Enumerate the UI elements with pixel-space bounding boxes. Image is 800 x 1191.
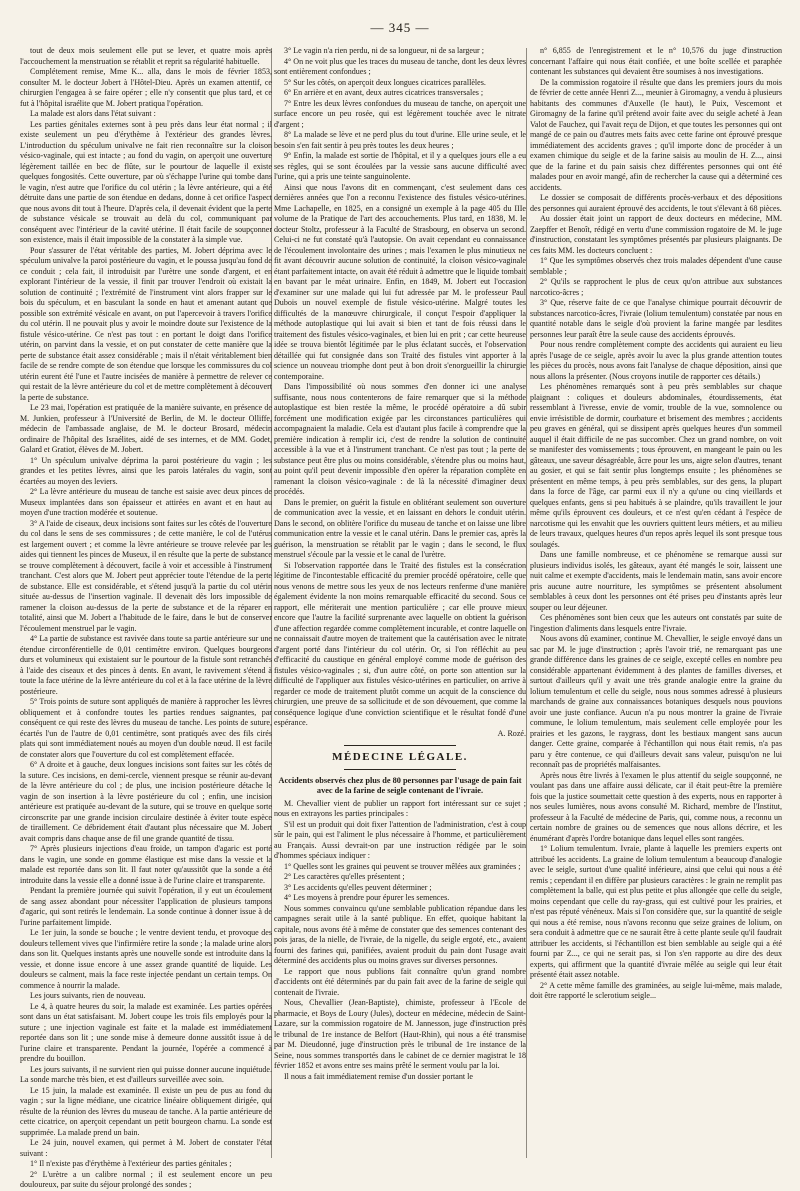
paragraph: Les parties génitales externes sont à peu près dans leur état normal ; il existe seulement un peu d'érythème à l'extérieur des grandes lèvres. L'introduction du spéculum univalve ne fait rien reconnaître sur la cloison vésico-vaginale, qui est intacte ; au fond du vagin, on aperçoit une ouverture légèrement taillée en bec de flûte, sur le pourtour de laquelle il existe quelques fongosités. Cette ouverture, par où s'échappe l'urine qui tombe dans le vagin, n'est autre que l'orifice du col utérin ; la lèvre antérieure, qui a été détruite dans une partie de son étendue en dedans, donne à cet orifice l'aspect que nous avons dit tout à l'heure. D'après cela, il devenait évident que la perte de substance vésicale se trouvait au delà du col, communiquant par conséquent avec l'intérieur de la cavité utérine. Il était facile de soupçonner son existence, mais il était impossible de la constater à la simple vue. [20,119,272,244]
article-subtitle: Accidents observés chez plus de 80 personnes par l'usage de pain fait avec de la farine de seigle contenant de l'ivraie. [278,775,522,795]
paragraph: Si l'observation rapportée dans le Traité des fistules est la consécration légitime de l'incontestable efficacité du premier procédé opératoire, celle que nous venons de mettre sous les yeux de nos lecteurs renferme d'une manière également évidente la non moins remarquable efficacité du second. Sous ce rapport, elle mériterait une mention particulière ; car elle prouve mieux encore que l'autre la facilité surprenante avec laquelle on obtient la guérison d'une affection regardée comme complètement incurable, et contre laquelle on ne connaissait d'autre moyen de traitement que la cautérisation avec le nitrate d'argent porté dans l'intérieur du col utérin. Or, si l'on réfléchit au peu d'efficacité du caustique en général employé comme mode de guérison des fistules vésico-vaginales ; si, d'un autre côté, on porte son attention sur la difficulté de l'appliquer aux fistules vésico-utérines en particulier, on arrive à regarder ce mode de traitement plutôt comme un acquit de la conscience du chirurgien, une preuve de sa sollicitude et de son dévouement, que comme la conséquence logique d'une conviction scientifique et le résultat fondé d'une espérance. [274,560,526,727]
paragraph: 1° Quelles sont les graines qui peuvent se trouver mêlées aux graminées ; [284,861,521,871]
section-divider [344,745,456,746]
paragraph: Nous, Chevallier (Jean-Baptiste), chimiste, professeur à l'Ecole de pharmacie, et Boys de Loury (Jules), docteur en médecine, médecin de Saint-Lazare, sur la commission rogatoire de M. Jannesson, juge d'instruction près le tribunal de 1re instance de Belfort (Haut-Rhin), qui nous a été transmise par M. Dieudonné, juge d'instruction près le tribunal de 1re instance de la Seine, nous sommes transportés dans le cabinet de ce dernier magistrat le 18 février 1852 et avons entre ses mains prêté le serment voulu par la loi. [274,998,526,1070]
paragraph: La malade est alors dans l'état suivant : [30,109,156,118]
paragraph: 9° Enfin, la malade est sortie de l'hôpital, et il y a quelques jours elle a eu ses règles, qui se sont écoulées par la vessie sans aucune difficulté avec l'urine, qui a pris une teinte sanguinolente. [274,151,526,181]
paragraph: 1° Lolium temulentum. Ivraie, plante à laquelle les premiers experts ont attribué les accidents. La graine de lolium temulentum a beaucoup d'analogie avec le seigle, surtout d'une qualité inférieure, ainsi que celui qui nous a été remis ; cependant il en diffère par plusieurs caractères : le grain ne remplit pas complètement la balle, qui est plus petite et plus allongée que celle du seigle, moins cependant que celle du ray-grass, qui est cultivé pour les prairies, et n'est pas réputé vénéneux. Mais si l'on considère que, sur la quantité de seigle qui nous a été remise, nous n'avons reconnu que seize graines de lolium, on sera conduit à admettre que ce ne saurait être à cette plante seule qu'il faudrait attribuer les accidents, si l'échantillon est bien semblable au seigle qui a été fourni par Z..., ce qui ne serait pas, si l'on s'en rapporte au dire des deux experts, qui affirment que la quantité d'ivraie mêlée au seigle qui leur était présenté était assez notable. [530,844,782,979]
article-continued [274,46,526,729]
paragraph: 2° Qu'ils se rapprochent le plus de ceux qu'on attribue aux substances narcotico-âcres ; [530,277,782,297]
paragraph: De la commission rogatoire il résulte que dans les premiers jours du mois de février de cette année Henri Z..., meunier à Giromagny, a vendu à plusieurs habitants des communes d'Auxelle (le haut), le Puix, Vescemont et Giromagny de la farine qu'il prétend avoir faite avec du seigle acheté à Jean Valot de Fauchez, qui l'avait reçu de Dijon, et que toutes les personnes qui ont mangé de ce pain ou d'autres mets faits avec cette farine ont éprouvé presque immédiatement des accidents graves ; qu'il importe donc de procéder à un examen chimique du seigle et de la farine saisis au moulin de H. Z..., ainsi que de la farine et du pain saisis chez différentes personnes qui ont été malades pour en avoir mangé, afin de rechercher la cause qui a déterminé ces accidents. [530,77,782,192]
paragraph: Dans le premier, on guérit la fistule en oblitérant seulement son ouverture de communication avec la vessie, et en laissant en dehors le conduit utérin. Dans le second, on oblitère l'orifice du museau de tanche et on laisse une libre communication entre la vessie et le canal utérin. Dans le premier cas, après la guérison, la menstruation se rétablit par le vagin ; dans le second, le flux menstruel s'écoule par la vessie et le canal de l'urètre. [274,497,526,559]
paragraph: Ces phénomènes sont bien ceux que les auteurs ont constatés par suite de l'ingestion d'aliments dans lesquels entre l'ivraie. [530,613,782,633]
paragraph: 1° Que les symptômes observés chez trois malades dépendent d'une cause semblable ; [530,256,782,276]
paragraph: 4° On ne voit plus que les traces du museau de tanche, dont les deux lèvres sont entièrement confondues ; [274,56,526,76]
paragraph: 5° Trois points de suture sont appliqués de manière à rapprocher les lèvres obliquement et à confondre toutes les parties rendues saignantes, par conséquent ce qui reste des lèvres du museau de tanche. Les points de suture, écartés l'un de l'autre de 0,01 centimètre, sont pratiqués avec des fils cirés plats qui sont immédiatement noués au moyen d'un double nœud. Il est facile de constater alors que l'ouverture du col est complètement effacée. [20,697,272,759]
paragraph: 3° Que, réserve faite de ce que l'analyse chimique pourrait découvrir de substances narcotico-âcres, l'ivraie (lolium temulentum) constatée par nous en quantité notable dans le seigle d'où provient la farine mangée par lesdites personnes leur paraît être la seule cause des accidents éprouvés. [530,298,782,339]
page-number: — 345 — [370,20,430,35]
section-title: MÉDECINE LÉGALE. [332,751,468,763]
paragraph: Le 23 mai, l'opération est pratiquée de la manière suivante, en présence de M. Junkien, professeur à l'Université de Berlin, de M. le docteur Olliffe, médecin de l'ambassade anglaise, de M. le docteur Brosard, médecin ordinaire de l'hôpital des Israélites, aidé de ses internes, et de MM. Godet, Galard et Gratiot, élèves de M. Jobert. [20,403,272,454]
paragraph: 1° Il n'existe pas d'érythème à l'extérieur des parties génitales ; [30,1159,232,1168]
paragraph: 5° Sur les côtés, on aperçoit deux longues cicatrices parallèles. [284,77,486,87]
paragraph: Il nous a fait immédiatement remise d'un dossier portant le [284,1071,473,1081]
paragraph: 4° Les moyens à prendre pour épurer les semences. [284,893,450,902]
paragraph: Ainsi que nous l'avons dit en commençant, c'est seulement dans ces dernières années que l'on a reconnu l'existence des fistules vésico-utérines. Mme Lachapelle, en 1825, en a consigné un exemple à la page 405 du IIIe volume de la Pratique de l'art des accouchements. Plus tard, en 1838, M. le docteur Stoltz, professeur à la Faculté de Strasbourg, en observa un second. Celui-ci ne fut constaté qu'à l'autopsie. On avait cependant eu connaissance de l'écoulement involontaire des urines ; mais l'examen le plus minutieux ne fit avant découvrir aucune solution de continuité, la cloison vésico-vaginale étant parfaitement intacte, on avait été réduit à admettre que le liquide tombait en bavant par le méat urinaire. Enfin, en 1849, M. Jobert eut l'occasion d'examiner sur une malade qui lui fut adressée par M. le professeur Paul Dubois un nouvel exemple de fistule vésico-utérine. Malgré toutes les difficultés de la manœuvre chirurgicale, il conçut l'espoir d'appliquer la méthode autoplastique qui lui avait si bien et tant de fois réussi dans le traitement des fistules vésico-vaginales, et bien lui en prit ; car cette heureuse idée se trouva bientôt légitimée par le plus éclatant succès, et l'observation détaillée qui fut consignée dans son Traité des fistules vint apporter à la science un nouveau triomphe dont peut à bon droit s'enorgueillir la chirurgie contemporaine. [274,182,526,381]
paragraph: 2° Les caractères qu'elles présentent ; [284,872,405,881]
paragraph: Les jours suivants, rien de nouveau. [30,991,146,1000]
author-signature: A. Rozé. [497,728,526,738]
paragraph: 3° Le vagin n'a rien perdu, ni de sa longueur, ni de sa largeur ; [284,46,484,55]
paragraph: Le dossier se composait de différents procès-verbaux et des dépositions des personnes qui auraient éprouvé des accidents, le tout s'élevant à 68 pièces. [530,193,782,213]
paragraph: Le 15 juin, la malade est examinée. Il existe un peu de pus au fond du vagin ; sur la ligne médiane, une cicatrice linéaire obliquement dirigée, qui résulte de la réunion des lèvres du museau de tanche. A la partie antérieure de cette cicatrice, on aperçoit cependant un petit bourgeon charnu. La sonde est supprimée. La malade prend un bain. [20,1085,272,1137]
paragraph: Après nous être livrés à l'examen le plus attentif du seigle soupçonné, ne voulant pas dans une affaire aussi délicate, car il était peut-être la première fois que la justice soumettait cette question à des experts, nous en rapporter à nos seules lumières, nous avons consulté M. Richard, membre de l'Institut, professeur à la Faculté de médecine de Paris, qui, comme nous, a reconnu un certain nombre de graines ou de semences que nous allons décrire, et les énumérant d'après l'ordre botanique dans lequel elles sont rangées. [530,770,782,843]
paragraph: Complétement remise, Mme K... alla, dans le mois de février 1853, consulter M. le docteur Jobert à l'Hôtel-Dieu. Après un examen attentif, ce chirurgien l'engagea à se faire opérer ; elle n'y consentit que plus tard, et ce fut à l'hôpital israélite que M. Jobert pratiqua l'opération. [20,67,272,108]
paragraph: 3° A l'aide de ciseaux, deux incisions sont faites sur les côtés de l'ouverture du col dans le sens de ses commissures ; de cette manière, le col de l'utérus est largement ouvert ; et comme la lèvre antérieure se trouve relevée par les aides qui tiennent les pinces de Museux, il en résulte que la perte de substance se trouve complètement à découvert, facile à voir et accessible à l'instrument tranchant. C'est alors que M. Jobert peut apprécier toute l'étendue de la perte de substance. Elle est considérable, et s'étend jusqu'à la partie du col utérin située au-dessus de l'insertion vaginale. Il devenait dès lors impossible de ramener la cloison au-dessus de la perte de substance et de la réparer en totalité, ainsi que M. Jobert a l'habitude de le faire, dans le but de conserver l'écoulement menstruel par le vagin. [20,518,272,633]
paragraph: Pour nous rendre complètement compte des accidents qui auraient eu lieu après l'usage de ce seigle, après avoir lu avec la plus grande attention toutes les pièces du procès, nous avons fait l'analyse de chaque déposition, ainsi que nous allons la présenter. (Nous croyons inutile de rapporter ces détails.) [530,340,782,381]
paragraph: Pendant la première journée qui suivit l'opération, il y eut un écoulement de sang assez abondant pour nécessiter l'application de plusieurs tampons d'agaric, qui sont retirés le lendemain. La sonde continue à donner issue à de l'urine parfaitement limpide. [20,886,272,927]
paragraph: S'il est un produit qui doit fixer l'attention de l'administration, c'est à coup sûr le pain, qui est l'aliment le plus nécessaire à l'homme, et particulièrement au Français. Aussi devrait-on par une instruction rédigée par le soin d'hommes spéciaux indiquer : [274,819,526,860]
section-divider [344,769,456,770]
paragraph: Le 4, à quatre heures du soir, la malade est examinée. Les parties opérées sont dans un état satisfaisant. M. Jobert coupe les trois fils employés pour la suture ; une injection vaginale est faite et la malade est immédiatement reportée dans son lit ; une sonde mise à demeure donne aussitôt issue à de l'urine claire et transparente. Pendant la journée, l'opérée a commencé à prendre du bouillon. [20,1001,272,1063]
paragraph: 6° En arrière et en avant, deux autres cicatrices transversales ; [284,88,484,97]
paragraph: Dans l'impossibilité où nous sommes d'en donner ici une analyse suffisante, nous nous contenterons de faire remarquer que si la méthode autoplastique est bien restée la même, le procédé opératoire a dû subir forcément une modification exigée par les circonstances particulières qui accompagnaient la maladie. Cela est d'autant plus facile à comprendre que la première indication à remplir ici, c'est de rendre la solution de continuité accessible à la vue et à l'instrument tranchant. Ce n'est pas tout ; la perte de substance peut être plus ou moins considérable, s'étendre plus ou moins haut, au point qu'il peut devenir impossible d'en opérer la réparation complète en ramenant la cloison vésico-vaginale : de là la nécessité d'imaginer deux procédés. [274,382,526,496]
paragraph: 3° Les accidents qu'elles peuvent déterminer ; [284,882,432,892]
paragraph: M. Chevallier vient de publier un rapport fort intéressant sur ce sujet ; nous en extrayons les parties principales : [274,798,526,818]
column-middle [274,46,526,1168]
paragraph: Nous avons dû examiner, continue M. Chevallier, le seigle envoyé dans un sac par M. le juge d'instruction ; après l'avoir trié, ne remarquant pas une grande différence dans les graines de ce seigle, excepté celles en nombre peu considérable appartenant évidemment à des plantes de familles diverses, et surtout d'ailleurs qu'il y avait une très grande analogie entre la graine du lolium temulentum et celle du seigle, nous nous sommes adressé à plusieurs marchands de graine aux connaissances botaniques desquels nous pouvions avoir une juste confiance. Aucun n'a pu nous montrer la graine de l'ivraie commune, le lolium temulentum, mais seulement celle employée pour les prairies et les gazons, le raygrass, dont les bestiaux mangent sans aucun danger. Cette graine, comparée à l'échantillon qui nous était remis, n'a pas paru y être contenue, ce qui d'ailleurs devait sans valeur, puisqu'on ne lui reconnaît pas de propriétés malfaisantes. [530,634,782,769]
paragraph: 4° La partie de substance est ravivée dans toute sa partie antérieure sur une étendue circonférentielle de 0,01 centimètre environ. Quelques bourgeons durs et volumineux qui existaient sur le pourtour de la fistule sont retranchés à l'aide des ciseaux et des pinces à dents. En avant, le ravivement s'étend à toute la face utérine de la lèvre antérieure du col et à la face utérine de la lèvre postérieure. [20,634,272,696]
paragraph: Le 24 juin, nouvel examen, qui permet à M. Jobert de constater l'état suivant : [20,1138,272,1158]
paragraph: Pour s'assurer de l'état véritable des parties, M. Jobert déprima avec le spéculum univalve la paroi postérieure du vagin, et le poussa jusqu'au fond de ce conduit ; cela fait, il introduisit par l'urètre une sonde d'argent, et en explorant l'intérieur de la vessie, il finit par trouver l'endroit où existait la solution de continuité ; l'extrémité de l'instrument vint alors frapper sur le bois du spéculum, et en basculant la sonde en haut et amenant autant que possible son extrémité vésicale en avant, on put l'apercevoir à travers l'orifice du col utérin. Il ne pouvait plus y avoir le moindre doute sur l'existence de la fistule vésico-utérine. Ce n'est pas tout : en portant le doigt dans l'orifice utérin, on parvint dans la vessie, et on put constater de cette manière que la perte de substance était assez considérable ; mais il n'était véritablement bien facile de se rendre compte de son étendue que lorsque les commissures du col utérin eurent été l'une et l'autre incisées de manière à permettre de relever ce qui restait de la lèvre antérieure du col et de mettre complètement à découvert la perte de substance. [20,245,272,402]
paragraph: 2° A cette même famille des graminées, au seigle lui-même, mais malade, doit être rapporté le sclerotium seigle... [530,980,782,1000]
paragraph: Les phénomènes remarqués sont à peu près semblables sur chaque plaignant : coliques et douleurs abdominales, étourdissements, état ressemblant à l'ivresse, envie de vomir, trouble de la vue, somnolence ou envie irrésistible de dormir, courbature et brisement des membres ; accidents peu graves en général, qui se dissipent après quelques heures d'un sommeil auquel il était difficile de ne pas succomber. Chez un grand nombre, on voit se manifester des vomissements ; tous éprouvent, en mangeant le pain ou les gâteaux, une saveur désagréable, âcre pour les uns, aigre selon d'autres, tenant au gosier, et qui se fait sentir plus longtemps ensuite ; les phénomènes se présentent en même temps, à peu près semblables, sur des gens, la plupart dans la force de l'âge, car parmi eux il n'y a qu'une ou cinq vieillards et quelques enfants, gens si peu habitués à se plaindre, qu'ils travaillent le jour même qu'ils éprouvent ces douleurs, et ce n'est qu'en cédant à l'espèce de narcotisme qui les envahit que les ouvriers quittent leurs métiers, et au milieu de leurs travaux, quelques heures d'un repos après lequel ils sont presque tous soulagés. [530,382,782,549]
paragraph: 1° Un spéculum univalve déprima la paroi postérieure du vagin ; les grandes et les petites lèvres, ainsi que les parois latérales du vagin, sont écartées au moyen des leviers. [20,455,272,486]
paragraph: tout de deux mois seulement elle put se lever, et quatre mois après l'accouchement la menstruation se rétablit et reprit sa régularité habituelle. [20,46,272,66]
article-body [274,799,526,1083]
paragraph: 6° A droite et à gauche, deux longues incisions sont faites sur les côtés de la suture. Ces incisions, en demi-cercle, viennent presque se réunir au-devant de la lèvre antérieure du col ; de plus, une incision postérieure détache le vagin de son insertion à la lèvre postérieure du col ; enfin, une incision antérieure est pratiquée au-devant de la suture, qui se trouve en quelque sorte circonscrite par une grande incision circulaire destinée à éviter toute espèce de tiraillement. Ce débridement était d'autant plus nécessaire que M. Jobert avait compris dans chaque anse de fil une grande quantité de tissu. [20,760,272,843]
paragraph: Les jours suivants, il ne survient rien qui puisse donner aucune inquiétude. La sonde marche très bien, et est d'ailleurs surveillée avec soin. [20,1064,272,1084]
paragraph: 8° La malade se lève et ne perd plus du tout d'urine. Elle urine seule, et le besoin s'en fait sentir à peu près toutes les deux heures ; [274,130,526,150]
paragraph: Dans une famille nombreuse, et ce phénomène se remarque aussi sur plusieurs individus isolés, les gâteaux, ayant été mangés le soir, laissent une nuit calme et exempte d'accidents, mais le lendemain matin, sans avoir encore pris aucune autre nourriture, les symptômes se présentent absolument semblables à ceux dont les personnes ont été prises peu d'instants après leur souper ou leur déjeuner. [530,550,782,612]
paragraph: 2° L'urètre a un calibre normal ; il est seulement encore un peu douloureux, par suite du séjour prolongé des sondes ; [20,1169,272,1189]
column-rule [526,48,527,1158]
paragraph: 2° La lèvre antérieure du museau de tanche est saisie avec deux pinces de Museux implantées dans son épaisseur et attirées en avant et en haut au moyen d'une traction modérée et soutenue. [20,487,272,517]
paragraph: Le rapport que nous publions fait connaître qu'un grand nombre d'accidents ont été déterminés par du pain fait avec de la farine de seigle qui contenait de l'ivraie. [274,966,526,997]
paragraph: 7° Entre les deux lèvres confondues du museau de tanche, on aperçoit une surface encore un peu rosée, qui est légèrement touchée avec le nitrate d'argent ; [274,98,526,129]
paragraph: Nous sommes convaincu qu'une semblable publication répandue dans les campagnes serait utile à la santé publique. En effet, quoique habitant la capitale, nous avons été à même de constater que des semences contenant des pois jaras, de la nielle, de l'ivraie, de la nigelle, du seigle ergoté, etc., avaient fourni des farines qui, panifiées, avaient produit du pain dont l'usage avait déterminé des accidents plus ou moins graves sur diverses personnes. [274,903,526,965]
paragraph: n° 6,855 de l'enregistrement et le n° 10,576 du juge d'instruction concernant l'affaire qui nous était confiée, et une boîte scellée et paraphée contenant les substances qui devaient être soumises à nos investigations. [530,46,782,76]
column-left [20,46,272,1189]
paragraph: Le 1er juin, la sonde se bouche ; le ventre devient tendu, et provoque des douleurs tellement vives que l'infirmière retire la sonde ; la malade urine alors dans son lit. Quelques instants après une nouvelle sonde est introduite dans la vessie, et donne issue encore à une assez grande quantité de liquide. Les douleurs se calment, mais la face reste injectée pendant un certain temps. On commence à nourrir la malade. [20,928,272,990]
paragraph: Au dossier était joint un rapport de deux docteurs en médecine, MM. Zaepffer et Benoît, rédigé en vertu d'une commission rogatoire de M. le juge d'instruction, constatant les symptômes présentés par plusieurs plaignants. De ces faits MM. les docteurs concluent : [530,214,782,255]
column-right [530,46,782,1168]
paragraph: 7° Après plusieurs injections d'eau froide, un tampon d'agaric est porté dans le vagin, une sonde en gomme élastique est mise dans la vessie et la malade est reportée dans son lit. Il faut noter qu'aussitôt que la sonde a été introduite dans la vessie elle a donné issue à de l'urine claire et transparente. [20,844,272,885]
